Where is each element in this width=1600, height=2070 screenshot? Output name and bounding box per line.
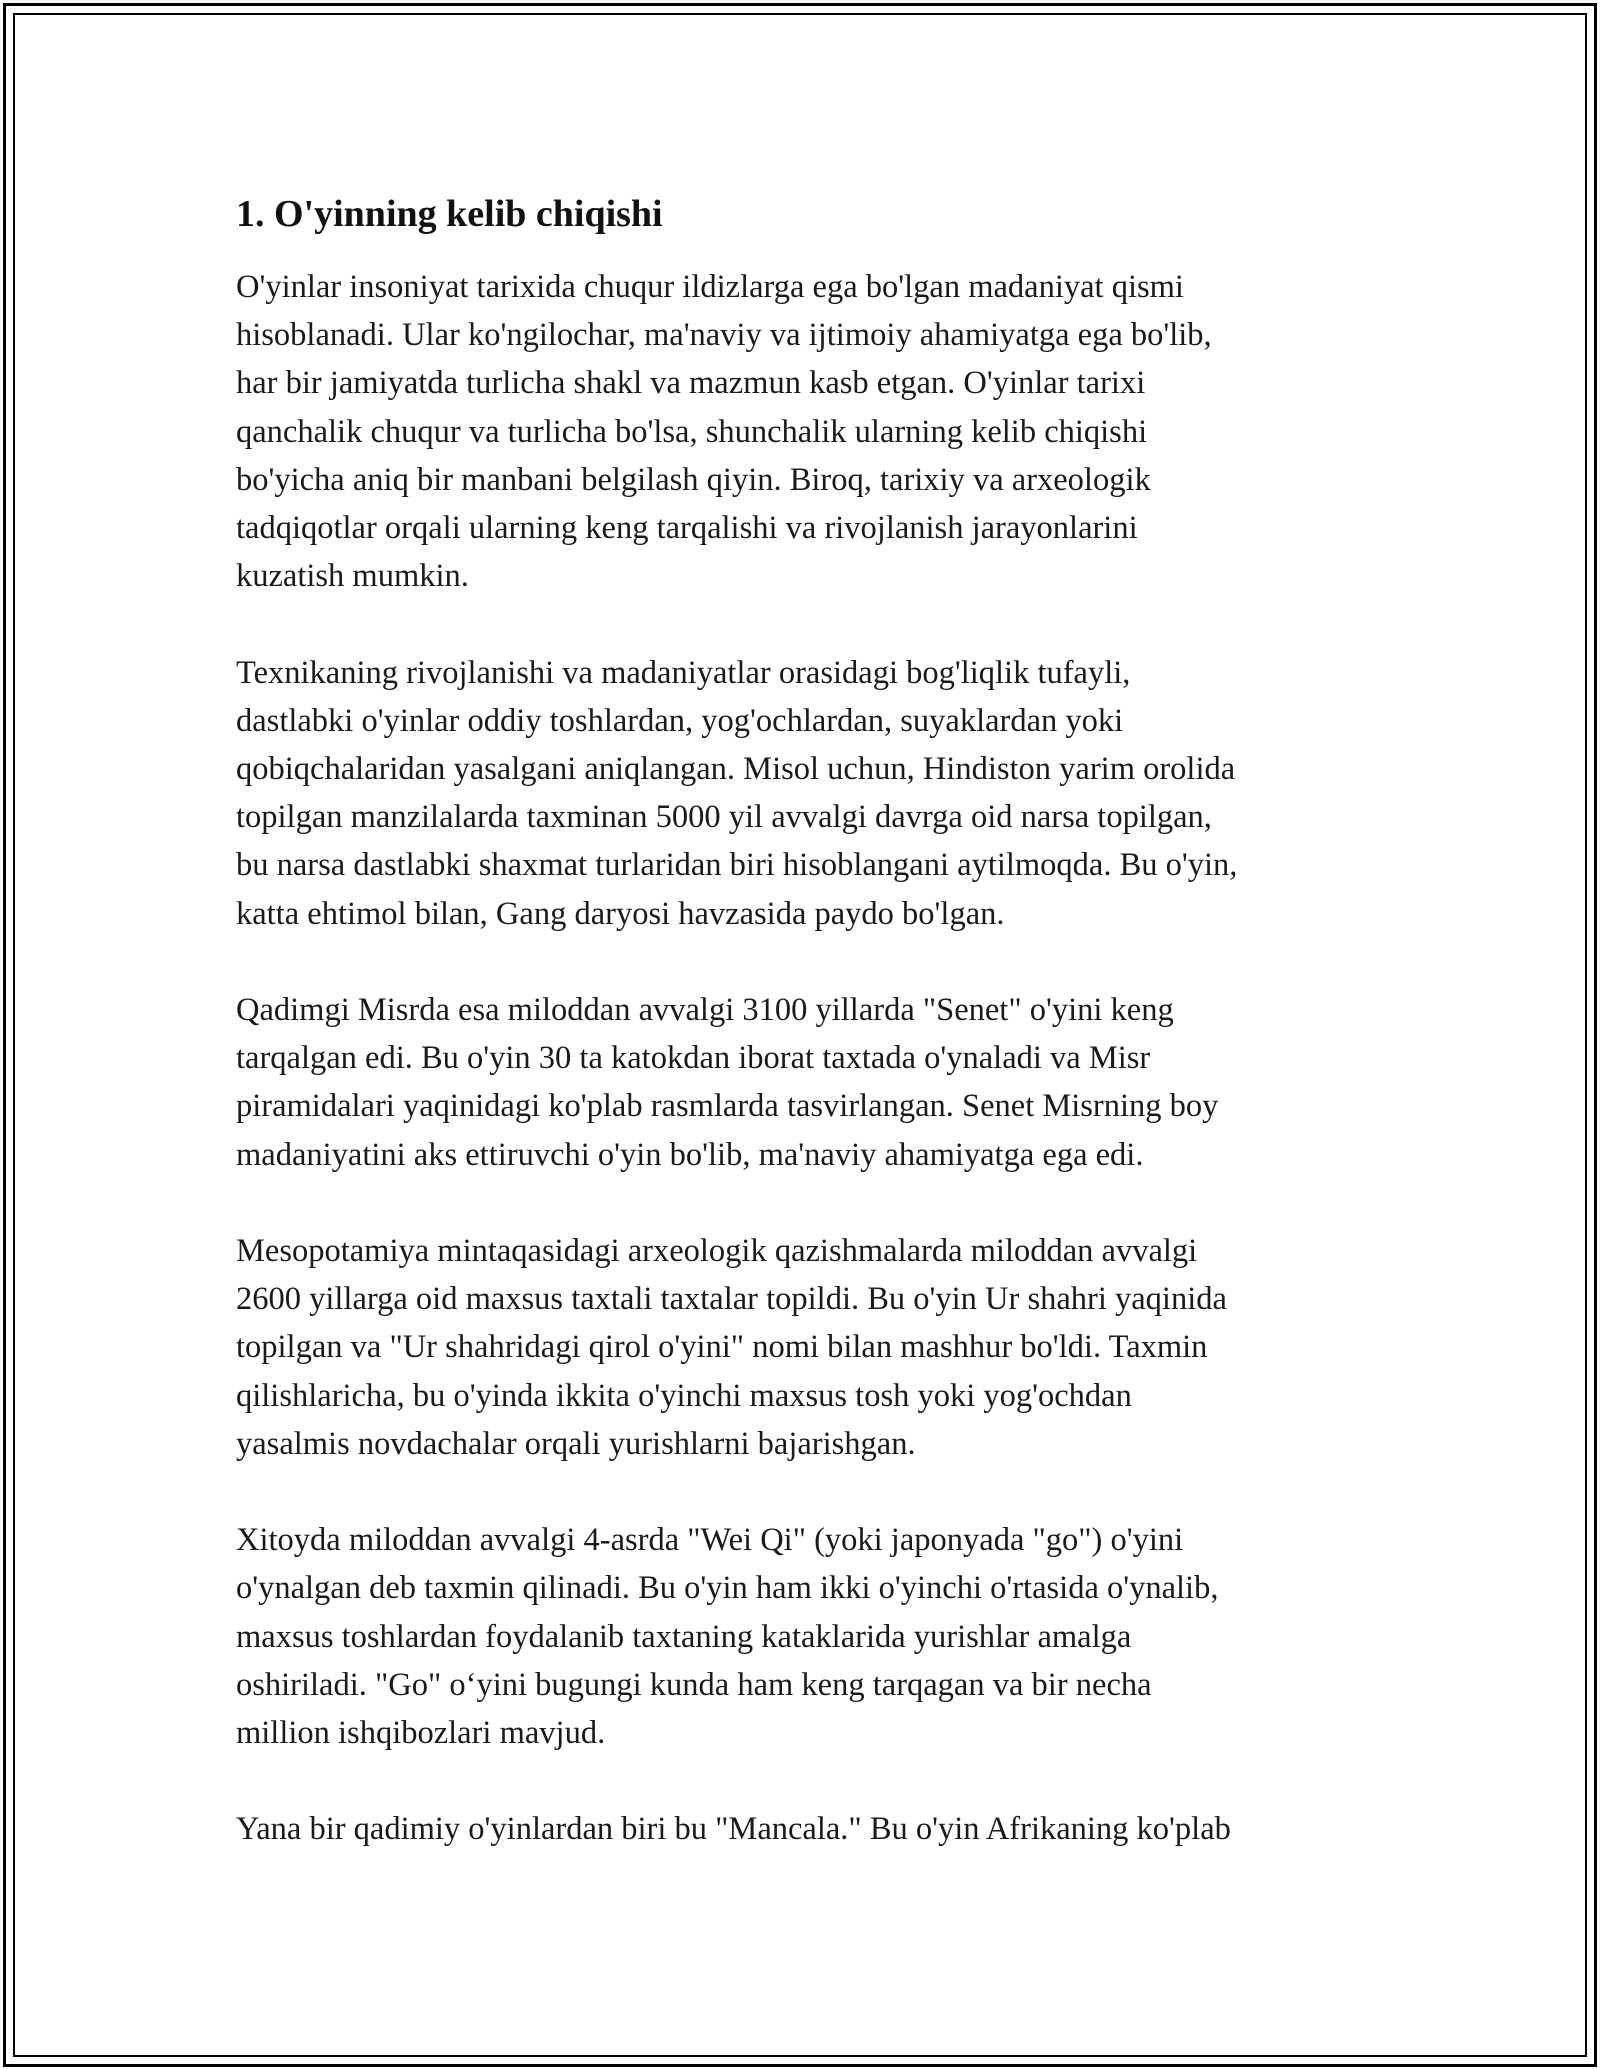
paragraph-mancala: Yana bir qadimiy o'yinlardan biri bu "Mancala." Bu o'yin Afrikaning ko'plab (236, 1811, 1231, 1848)
paragraph-egypt-senet: Qadimgi Misrda esa miloddan avvalgi 3100 yillarda "Senet" o'yini keng tarqalgan edi. Bu o'yin 30 ta katokdan iborat taxtada o'ynaladi va Misr piramidalari yaqinidagi ko'plab rasmlarda tasvirlangan. Senet Misrning boy madaniyatini aks ettiruvchi o'yin bo'lib, ma'naviy ahamiyatga ega edi. (236, 992, 1219, 1173)
paragraph-india: Texnikaning rivojlanishi va madaniyatlar orasidagi bog'liqlik tufayli, dastlabki o'yinlar oddiy toshlardan, yog'ochlardan, suyaklardan yoki qobiqchalaridan yasalgani aniqlangan. Misol uchun, Hindiston yarim orolida topilgan manzilalarda taxminan 5000 yil avvalgi davrga oid narsa topilgan, bu narsa dastlabki shaxmat turlaridan biri hisoblangani aytilmoqda. Bu o'yin, katta ehtimol bilan, Gang daryosi havzasida paydo bo'lgan. (236, 654, 1238, 932)
paragraph-origins: O'yinlar insoniyat tarixida chuqur ildizlarga ega bo'lgan madaniyat qismi hisoblanadi. Ular ko'ngilochar, ma'naviy va ijtimoiy ahamiyatga ega bo'lib, har bir jamiyatda turlicha shakl va mazmun kasb etgan. O'yinlar tarixi qanchalik chuqur va turlicha bo'lsa, shunchalik ularning kelib chiqishi bo'yicha aniq bir manbani belgilash qiyin. Biroq, tarixiy va arxeologik tadqiqotlar orqali ularning keng tarqalishi va rivojlanish jarayonlarini kuzatish mumkin. (236, 269, 1212, 595)
paragraph-mesopotamia-ur: Mesopotamiya mintaqasidagi arxeologik qazishmalarda miloddan avvalgi 2600 yillarga oid maxsus taxtali taxtalar topildi. Bu o'yin Ur shahri yaqinida topilgan va "Ur shahridagi qirol o'yini" nomi bilan mashhur bo'ldi. Taxmin qilishlaricha, bu o'yinda ikkita o'yinchi maxsus tosh yoki yog'ochdan yasalmis novdachalar orqali yurishlarni bajarishgan. (236, 1233, 1227, 1462)
document-body (236, 185, 1376, 1902)
section-heading: 1. O'yinning kelib chiqishi (236, 193, 663, 235)
paragraph-china-go: Xitoyda miloddan avvalgi 4-asrda "Wei Qi" (yoki japonyada "go") o'yini o'ynalgan deb taxmin qilinadi. Bu o'yin ham ikki o'yinchi o'rtasida o'ynalib, maxsus toshlardan foydalanib taxtaning kataklarida yurishlar amalga oshiriladi. "Go" o‘yini bugungi kunda ham keng tarqagan va bir necha million ishqibozlari mavjud. (236, 1522, 1219, 1752)
